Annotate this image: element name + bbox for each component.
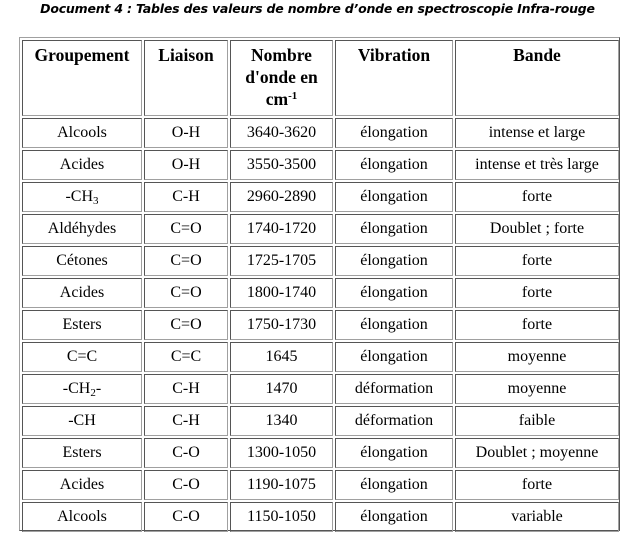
cell-groupement — [22, 470, 142, 500]
cell-nombre-onde-text: 1740-1720 — [246, 220, 317, 237]
cell-liaison — [144, 374, 228, 404]
table-row — [22, 118, 619, 148]
cell-liaison-text: O-H — [171, 156, 201, 173]
cell-liaison — [144, 310, 228, 340]
cell-groupement — [22, 342, 142, 372]
cell-vibration-text: élongation — [360, 444, 428, 461]
cell-bande — [455, 182, 619, 212]
cell-bande-text: intense et très large — [475, 156, 599, 173]
ir-table-frame — [19, 37, 620, 531]
cell-groupement — [22, 150, 142, 180]
cell-groupement-text: Acides — [59, 156, 105, 173]
cell-vibration — [335, 278, 453, 308]
cell-nombre-onde — [230, 438, 333, 468]
cell-nombre-onde-text: 3640-3620 — [246, 124, 317, 141]
cell-bande — [455, 150, 619, 180]
cell-vibration-text: élongation — [360, 508, 428, 525]
cell-bande — [455, 470, 619, 500]
cell-groupement-text: Acides — [59, 284, 105, 301]
cell-groupement — [22, 118, 142, 148]
table-row — [22, 182, 619, 212]
cell-liaison — [144, 502, 228, 532]
cell-nombre-onde — [230, 470, 333, 500]
cell-liaison — [144, 214, 228, 244]
cell-groupement — [22, 182, 142, 212]
table-row — [22, 502, 619, 532]
cell-bande — [455, 278, 619, 308]
cell-nombre-onde — [230, 310, 333, 340]
cell-nombre-onde-text: 1300-1050 — [246, 444, 317, 461]
cell-groupement — [22, 246, 142, 276]
cell-bande — [455, 406, 619, 436]
cell-bande-text: moyenne — [507, 348, 567, 365]
table-row — [22, 214, 619, 244]
cell-bande-text: Doublet ; moyenne — [475, 444, 599, 461]
cell-nombre-onde — [230, 182, 333, 212]
table-row — [22, 374, 619, 404]
cell-vibration — [335, 118, 453, 148]
cell-vibration-text: élongation — [360, 252, 428, 269]
cell-groupement-text: Esters — [62, 444, 102, 461]
cell-vibration-text: élongation — [360, 124, 428, 141]
header-groupement: Groupement — [22, 40, 142, 116]
cell-liaison — [144, 438, 228, 468]
cell-groupement — [22, 310, 142, 340]
cell-vibration — [335, 214, 453, 244]
cell-groupement-text: Acides — [59, 476, 105, 493]
cell-vibration — [335, 182, 453, 212]
cell-vibration-text: élongation — [360, 220, 428, 237]
cell-vibration — [335, 246, 453, 276]
cell-nombre-onde-text: 2960-2890 — [246, 188, 317, 205]
cell-nombre-onde — [230, 502, 333, 532]
cell-bande-text: forte — [521, 316, 553, 333]
cell-nombre-onde — [230, 150, 333, 180]
cell-groupement — [22, 438, 142, 468]
cell-groupement — [22, 406, 142, 436]
cell-groupement-subscript: 3 — [93, 195, 99, 207]
cell-liaison — [144, 342, 228, 372]
cell-liaison-text: C-H — [172, 412, 200, 429]
cell-nombre-onde-text: 1800-1740 — [246, 284, 317, 301]
cell-nombre-onde-text: 1645 — [265, 348, 298, 365]
cell-vibration — [335, 438, 453, 468]
ir-wavenumber-table — [20, 38, 621, 534]
table-row — [22, 278, 619, 308]
cell-vibration — [335, 150, 453, 180]
cell-liaison — [144, 406, 228, 436]
cell-liaison-text: C=C — [170, 348, 202, 365]
cell-groupement — [22, 278, 142, 308]
cell-vibration — [335, 310, 453, 340]
cell-bande-text: forte — [521, 476, 553, 493]
cell-bande-text: intense et large — [488, 124, 586, 141]
cell-bande-text: variable — [511, 508, 563, 525]
cell-bande — [455, 342, 619, 372]
cell-nombre-onde-text: 1340 — [265, 412, 298, 429]
cell-liaison — [144, 470, 228, 500]
cell-bande — [455, 246, 619, 276]
cell-groupement-text: C=C — [66, 348, 98, 365]
header-liaison: Liaison — [144, 40, 228, 116]
cell-groupement-text: Aldéhydes — [47, 220, 117, 237]
cell-liaison-text: C=O — [170, 220, 202, 237]
table-row — [22, 246, 619, 276]
cell-vibration-text: élongation — [360, 316, 428, 333]
cell-vibration — [335, 470, 453, 500]
cell-liaison-text: C=O — [170, 316, 202, 333]
cell-liaison — [144, 118, 228, 148]
cell-nombre-onde — [230, 214, 333, 244]
table-row — [22, 342, 619, 372]
cell-liaison-text: C-O — [172, 508, 200, 525]
table-header-row — [22, 40, 619, 116]
cell-groupement-text: -CH — [68, 412, 96, 429]
cell-nombre-onde-text: 1750-1730 — [246, 316, 317, 333]
header-vibration: Vibration — [335, 40, 453, 116]
table-row — [22, 150, 619, 180]
cell-liaison-text: C-H — [172, 380, 200, 397]
table-row — [22, 406, 619, 436]
cell-bande — [455, 374, 619, 404]
cell-groupement — [22, 502, 142, 532]
header-nombre-unit-exponent: -1 — [288, 90, 298, 102]
cell-groupement-text: Cétones — [56, 252, 108, 269]
cell-groupement-text: -CH — [65, 188, 94, 205]
header-nombre-unit: cm — [265, 89, 289, 109]
cell-groupement-subscript: 2 — [90, 387, 96, 399]
cell-nombre-onde-text: 1725-1705 — [246, 252, 317, 269]
cell-nombre-onde — [230, 342, 333, 372]
cell-liaison-text: O-H — [171, 124, 201, 141]
cell-nombre-onde-text: 1190-1075 — [247, 476, 316, 493]
cell-nombre-onde-text: 1470 — [265, 380, 298, 397]
cell-bande-text: forte — [521, 188, 553, 205]
table-row — [22, 470, 619, 500]
table-row — [22, 438, 619, 468]
cell-vibration-text: élongation — [360, 348, 428, 365]
cell-bande-text: forte — [521, 284, 553, 301]
cell-liaison-text: C-O — [172, 444, 200, 461]
cell-bande-text: moyenne — [507, 380, 567, 397]
cell-nombre-onde — [230, 118, 333, 148]
header-nombre-line1: Nombre — [251, 45, 312, 65]
cell-vibration-text: élongation — [360, 284, 428, 301]
cell-groupement-text: Alcools — [57, 508, 107, 525]
cell-vibration-text: élongation — [360, 156, 428, 173]
cell-liaison-text: C=O — [170, 284, 202, 301]
header-bande: Bande — [455, 40, 619, 116]
cell-bande-text: faible — [518, 412, 556, 429]
cell-bande — [455, 118, 619, 148]
cell-vibration-text: déformation — [354, 380, 434, 397]
cell-vibration — [335, 374, 453, 404]
cell-bande — [455, 438, 619, 468]
cell-vibration — [335, 406, 453, 436]
cell-liaison-text: C=O — [170, 252, 202, 269]
cell-liaison — [144, 150, 228, 180]
cell-vibration — [335, 502, 453, 532]
cell-nombre-onde — [230, 278, 333, 308]
cell-liaison — [144, 278, 228, 308]
cell-groupement-text: Esters — [62, 316, 102, 333]
cell-nombre-onde-text: 1150-1050 — [247, 508, 316, 525]
cell-liaison — [144, 246, 228, 276]
cell-liaison — [144, 182, 228, 212]
cell-vibration-text: déformation — [354, 412, 434, 429]
cell-nombre-onde — [230, 406, 333, 436]
table-body — [22, 118, 619, 532]
cell-groupement — [22, 214, 142, 244]
cell-groupement — [22, 374, 142, 404]
cell-bande-text: Doublet ; forte — [489, 220, 585, 237]
header-nombre-line2: d'onde en — [245, 67, 318, 87]
cell-groupement-suffix: - — [95, 380, 102, 397]
cell-bande — [455, 310, 619, 340]
cell-nombre-onde — [230, 374, 333, 404]
cell-vibration — [335, 342, 453, 372]
cell-bande — [455, 214, 619, 244]
cell-liaison-text: C-O — [172, 476, 200, 493]
cell-liaison-text: C-H — [172, 188, 200, 205]
cell-bande — [455, 502, 619, 532]
cell-vibration-text: élongation — [360, 188, 428, 205]
cell-nombre-onde — [230, 246, 333, 276]
document-title: Document 4 : Tables des valeurs de nombre d’onde en spectroscopie Infra-rouge — [40, 1, 595, 16]
cell-groupement-text: -CH — [62, 380, 91, 397]
table-row — [22, 310, 619, 340]
header-nombre-onde — [230, 40, 333, 116]
cell-bande-text: forte — [521, 252, 553, 269]
cell-vibration-text: élongation — [360, 476, 428, 493]
cell-nombre-onde-text: 3550-3500 — [246, 156, 317, 173]
cell-groupement-text: Alcools — [57, 124, 107, 141]
